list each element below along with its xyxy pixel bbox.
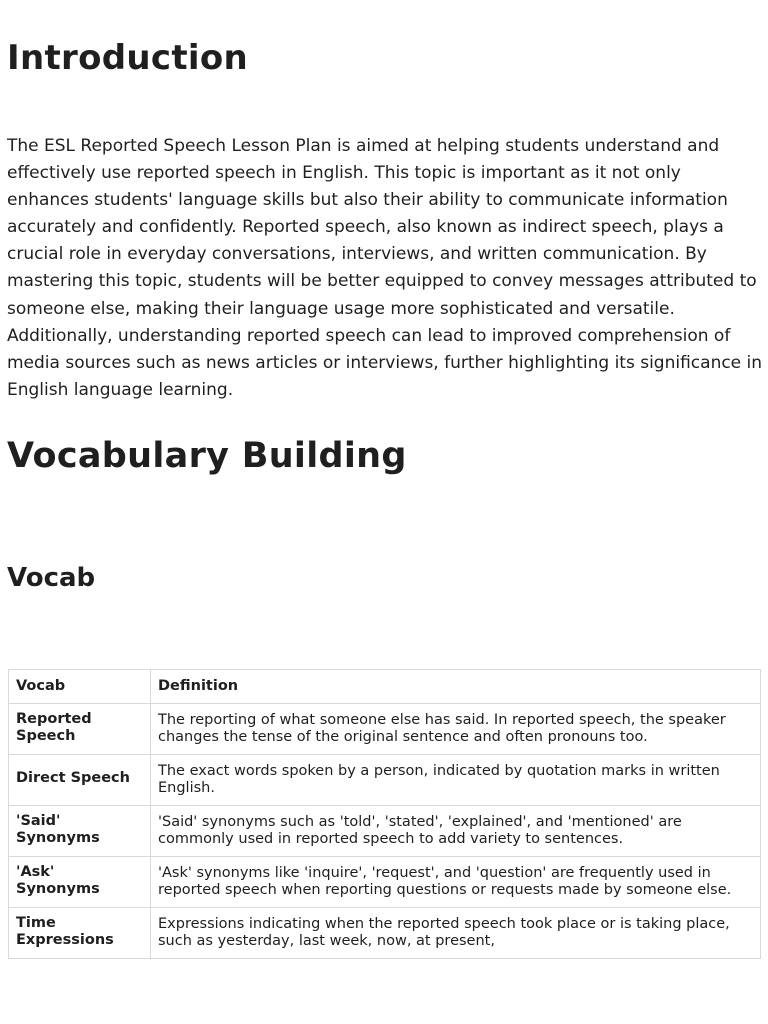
introduction-paragraph: The ESL Reported Speech Lesson Plan is aimed at helping students understand and effectively use reported speech in English. This topic is important as it not only enhances students' language skills but also their ability to communicate information accurately and confidently. Reported speech, also known as indirect speech, plays a crucial role in everyday conversations, interviews, and written communication. By mastering this topic, students will be better equipped to convey messages attributed to someone else, making their language usage more sophisticated and versatile. Additionally, understanding reported speech can lead to improved comprehension of media sources such as news articles or interviews, further highlighting its significance in English language learning. (7, 136, 763, 400)
table-row (9, 907, 761, 958)
vocab-term: Time Expressions (9, 907, 151, 958)
column-header-definition: Definition (151, 670, 761, 704)
vocab-subheading: Vocab (7, 563, 96, 593)
table-row (9, 754, 761, 805)
vocab-term: Reported Speech (9, 703, 151, 754)
vocab-table (8, 669, 761, 959)
vocab-definition: 'Said' synonyms such as 'told', 'stated', 'explained', and 'mentioned' are commonly used in reported speech to add variety to sentences. (151, 805, 761, 856)
vocabulary-building-heading: Vocabulary Building (7, 436, 407, 476)
vocab-definition: Expressions indicating when the reported speech took place or is taking place, such as yesterday, last week, now, at present, (151, 907, 761, 958)
vocab-definition: 'Ask' synonyms like 'inquire', 'request', and 'question' are frequently used in reported speech when reporting questions or requests made by someone else. (151, 856, 761, 907)
vocab-definition: The exact words spoken by a person, indicated by quotation marks in written English. (151, 754, 761, 805)
vocab-term: 'Said' Synonyms (9, 805, 151, 856)
table-row (9, 856, 761, 907)
column-header-vocab: Vocab (9, 670, 151, 704)
table-row (9, 703, 761, 754)
vocab-term: 'Ask' Synonyms (9, 856, 151, 907)
table-row (9, 805, 761, 856)
vocab-definition: The reporting of what someone else has said. In reported speech, the speaker changes the tense of the original sentence and often pronouns too. (151, 703, 761, 754)
introduction-heading: Introduction (7, 38, 249, 78)
table-header-row (9, 670, 761, 704)
vocab-term: Direct Speech (9, 754, 151, 805)
